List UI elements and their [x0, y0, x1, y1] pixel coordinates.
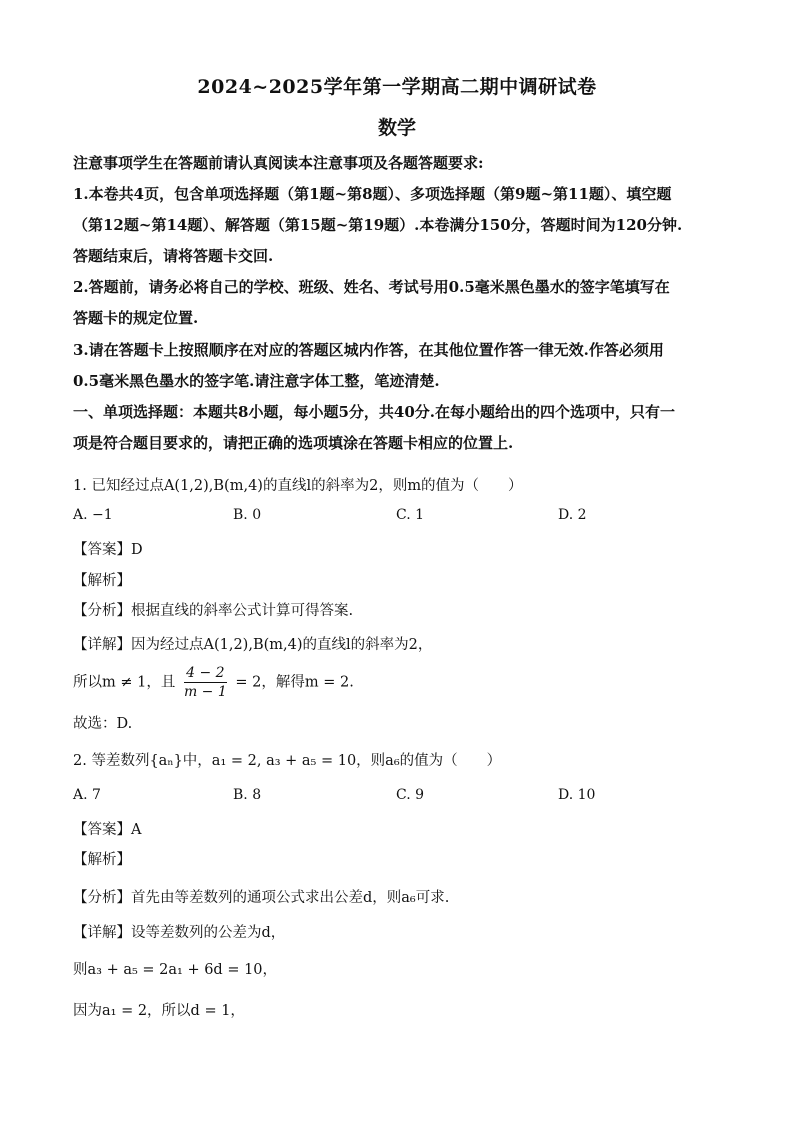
q1-option-a: A. −1 — [73, 507, 113, 523]
subject-title: 数学 — [377, 117, 416, 139]
q1-analysis-label: 【解析】 — [73, 573, 131, 589]
notice-item3-line1: 3.请在答题卡上按照顺序在对应的答题区城内作答，在其他位置作答一律无效.作答必须用 — [73, 341, 664, 359]
notice-item1-line1: 1.本卷共4页，包含单项选择题（第1题~第8题）、多项选择题（第9题~第11题）、填空题 — [73, 185, 672, 203]
q1-option-d: D. 2 — [558, 507, 587, 523]
q1-answer: 【答案】D — [73, 542, 143, 558]
q2-stem: 2. 等差数列{aₙ}中，a₁ = 2, a₃ + a₅ = 10，则a₆的值为（ ） — [73, 753, 502, 769]
q2-answer: 【答案】A — [73, 822, 142, 838]
section1-line1: 一、单项选择题：本题共8小题，每小题5分，共40分.在每小题给出的四个选项中，只有一 — [73, 403, 675, 421]
q1-option-c: C. 1 — [396, 507, 425, 523]
q1-step1 — [73, 664, 354, 701]
q1-fraction — [182, 664, 229, 701]
q2-analysis-label: 【解析】 — [73, 852, 131, 868]
q1-detail: 【详解】因为经过点A(1,2),B(m,4)的直线l的斜率为2， — [73, 637, 433, 653]
q1-step1-post: = 2，解得m = 2. — [235, 674, 354, 691]
q1-choose: 故选：D. — [73, 716, 133, 732]
notice-item3-line2: 0.5毫米黑色墨水的签字笔.请注意字体工整，笔迹清楚. — [73, 372, 440, 390]
q1-stem: 1. 已知经过点A(1,2),B(m,4)的直线l的斜率为2，则m的值为（ ） — [73, 478, 523, 494]
q2-step2: 因为a₁ = 2，所以d = 1， — [73, 1003, 245, 1019]
notice-item1-line3: 答题结束后，请将答题卡交回. — [73, 247, 274, 265]
notice-item1-line2: （第12题~第14题）、解答题（第15题~第19题）.本卷满分150分，答题时间为120分钟. — [73, 216, 683, 234]
q2-option-a: A. 7 — [73, 787, 101, 803]
q1-fraction-numerator: 4 − 2 — [186, 665, 225, 681]
q1-option-b: B. 0 — [233, 507, 262, 523]
q2-step1: 则a₃ + a₅ = 2a₁ + 6d = 10， — [73, 962, 278, 978]
notice-heading: 注意事项学生在答题前请认真阅读本注意事项及各题答题要求: — [73, 154, 484, 172]
q2-fenxi: 【分析】首先由等差数列的通项公式求出公差d，则a₆可求. — [73, 890, 450, 906]
notice-item2-line2: 答题卡的规定位置. — [73, 309, 199, 327]
page-title: 2024~2025学年第一学期高二期中调研试卷 — [197, 76, 597, 98]
q2-option-c: C. 9 — [396, 787, 425, 803]
q1-step1-pre: 所以m ≠ 1，且 — [73, 674, 176, 691]
notice-item2-line1: 2.答题前，请务必将自己的学校、班级、姓名、考试号用0.5毫米黑色墨水的签字笔填写在 — [73, 278, 670, 296]
q2-option-d: D. 10 — [558, 787, 596, 803]
q1-fraction-denominator: m − 1 — [183, 684, 227, 700]
q2-detail: 【详解】设等差数列的公差为d， — [73, 925, 286, 941]
section1-line2: 项是符合题目要求的，请把正确的选项填涂在答题卡相应的位置上. — [73, 434, 514, 452]
q2-option-b: B. 8 — [233, 787, 262, 803]
q1-fenxi: 【分析】根据直线的斜率公式计算可得答案. — [73, 603, 354, 619]
